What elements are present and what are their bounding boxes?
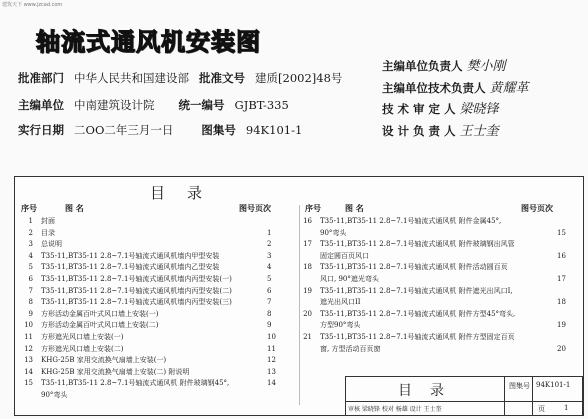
toc-row-number: 21	[303, 333, 312, 341]
toc-row-number: 7	[28, 286, 33, 295]
toc-row-title: T35-11,BT35-11 2.8~7.1号轴流式通风机 附件遮光出风口I,	[320, 286, 513, 295]
toc-row-title: 90°弯头	[41, 391, 68, 399]
toc-row-number: 3	[28, 240, 33, 249]
signature: 梁晓锋	[459, 102, 499, 117]
atlas-label: 图集号	[201, 123, 236, 137]
meta-row-editor	[18, 97, 295, 113]
toc-row-number: 11	[24, 333, 33, 341]
toc-row-page: 2	[267, 240, 272, 249]
divider	[504, 377, 505, 415]
toc-row	[19, 298, 232, 307]
toc-row-page: 15	[557, 228, 566, 237]
responsible-label: 设 计 负 责 人	[382, 124, 456, 138]
toc-heading: 目录	[150, 184, 225, 202]
toc-row-title: T35-11,BT35-11 2.8~7.1号轴流式通风机 附件活动圆百页	[320, 263, 508, 272]
footer-atlas: 94K101-1	[536, 381, 571, 389]
toc-row-number: 5	[28, 263, 33, 272]
toc-row	[298, 333, 515, 342]
toc-row	[19, 356, 166, 365]
toc-row	[19, 240, 62, 249]
toc-row-title: 封面	[41, 217, 55, 225]
toc-row	[298, 263, 508, 272]
toc-row-page: 1	[267, 228, 272, 237]
toc-row-number: 9	[28, 309, 33, 318]
toc-row-title: 方形活动金属百叶式风口墙上安装(二)	[41, 321, 159, 330]
title-block	[345, 376, 583, 416]
toc-row	[19, 333, 123, 342]
toc-row-page: 10	[267, 333, 276, 341]
toc-row-title: 风口, 90°遮光弯头	[320, 275, 379, 283]
toc-row-title: 窗, 方型活动百页窗	[320, 344, 381, 353]
col-page-header: 图号页次	[521, 203, 553, 213]
date: 二OO二年三月一日	[74, 123, 174, 137]
toc-row	[298, 345, 380, 354]
toc-row-title: 总说明	[41, 240, 62, 249]
toc-row-page: 19	[557, 321, 566, 330]
toc-row-title: T35-11,BT35-11 2.8~7.1号轴流式通风机 附件金属45°,	[320, 217, 502, 225]
toc-row-number: 12	[24, 344, 33, 353]
toc-row	[19, 217, 55, 226]
footer-signatures: 审核 梁晓锋 校对 杨雄 设计 王士奎	[348, 406, 442, 413]
toc-row-number: 16	[303, 217, 312, 225]
toc-row-page: 16	[557, 251, 566, 260]
toc-row-title: 90°弯头	[320, 228, 347, 237]
toc-row-number: 6	[28, 275, 33, 283]
toc-row	[19, 263, 219, 272]
approve-dept: 中华人民共和国建设部	[74, 71, 190, 85]
toc-row-title: 目录	[41, 228, 55, 237]
toc-row-title: T35-11,BT35-11 2.8~7.1号轴流式通风机墙内甲型安装	[41, 251, 220, 260]
footer-page-label: 页	[538, 405, 545, 413]
responsible-row	[382, 77, 529, 96]
toc-row	[298, 229, 346, 238]
code-label: 统一编号	[178, 98, 225, 112]
signature: 樊小刚	[466, 59, 506, 74]
toc-row-page: 17	[557, 275, 566, 283]
atlas: 94K101-1	[245, 123, 303, 137]
page-title: 轴流式通风机安装图	[36, 28, 261, 56]
toc-row	[19, 229, 55, 238]
toc-row	[298, 287, 513, 296]
responsible-row	[382, 55, 506, 74]
toc-row-number: 8	[28, 298, 33, 307]
toc-row-title: T35-11,BT35-11 2.8~7.1号轴流式通风机 附件玻璃钢45°,	[41, 379, 230, 388]
toc-row-page: 12	[267, 356, 276, 365]
toc-row-title: T35-11,BT35-11 2.8~7.1号轴流式通风机墙内丙型安装(一)	[41, 275, 232, 283]
toc-row-page: 5	[267, 275, 272, 283]
toc-row-title: T35-11,BT35-11 2.8~7.1号轴流式通风机 附件方型45°弯头,	[320, 309, 516, 318]
editor-label: 主编单位	[18, 98, 64, 112]
col-no-header: 序号	[305, 203, 321, 213]
toc-row-title: 遮光出风口II	[320, 298, 361, 307]
toc-row	[298, 275, 379, 284]
toc-row-page: 18	[557, 298, 566, 307]
toc-row-page: 9	[267, 321, 272, 330]
toc-row-number: 1	[28, 217, 33, 225]
code: GJBT-335	[234, 98, 289, 112]
col-name-header: 图 名	[65, 203, 84, 213]
toc-row	[298, 240, 515, 249]
toc-row-page: 3	[267, 251, 272, 260]
toc-row	[19, 310, 158, 319]
toc-row-title: KHG-25B 家用交流换气扇墙上安装(二) 附说明	[41, 367, 190, 376]
toc-row-number: 19	[303, 286, 312, 295]
toc-row-page: 20	[557, 344, 566, 353]
toc-row	[298, 298, 361, 307]
toc-row	[298, 217, 501, 226]
divider	[532, 377, 533, 415]
toc-row-number: 2	[28, 228, 33, 237]
toc-row-number: 4	[28, 251, 33, 260]
toc-row-title: 方形活动金属百叶式风口墙上安装(一)	[41, 309, 159, 318]
toc-row-page: 14	[267, 379, 276, 388]
toc-row-title: 方型90°弯头	[320, 321, 361, 330]
toc-row	[19, 287, 232, 296]
signature: 黄耀革	[489, 81, 529, 96]
responsible-label: 主编单位技术负责人	[382, 81, 486, 95]
toc-row	[19, 345, 123, 354]
footer-atlas-label: 图集号	[509, 382, 530, 390]
approve-doc-label: 批准文号	[199, 71, 246, 85]
toc-row	[298, 252, 369, 261]
toc-row-title: T35-11,BT35-11 2.8~7.1号轴流式通风机 附件玻璃钢出风管	[320, 240, 515, 249]
toc-row-page: 11	[267, 344, 276, 353]
divider	[346, 401, 582, 402]
toc-row-number: 17	[303, 240, 312, 249]
col-no-header: 序号	[21, 203, 37, 213]
approve-dept-label: 批准部门	[18, 71, 64, 85]
approve-doc: 建质[2002]48号	[255, 71, 343, 85]
col-page-header: 图号页次	[239, 203, 271, 213]
date-label: 实行日期	[18, 123, 64, 137]
toc-row-title: T35-11,BT35-11 2.8~7.1号轴流式通风机墙内丙型安装(二)	[41, 286, 232, 295]
toc-row	[298, 310, 515, 319]
editor: 中南建筑设计院	[74, 98, 155, 112]
toc-row-title: KHG-25B 家用交流换气扇墙上安装(一)	[41, 356, 167, 365]
toc-row-title: T35-11,BT35-11 2.8~7.1号轴流式通风机墙内乙型安装	[41, 263, 220, 272]
responsible-label: 技 术 审 定 人	[382, 102, 456, 116]
toc-row	[19, 368, 189, 377]
toc-row-title: T35-11,BT35-11 2.8~7.1号轴流式通风机 附件方型固定百页	[320, 333, 515, 341]
signature: 王士奎	[459, 124, 499, 139]
toc-row-number: 14	[24, 367, 33, 376]
footer-page: 1	[564, 404, 569, 412]
responsible-row	[382, 120, 499, 139]
toc-row-number: 18	[303, 263, 312, 272]
toc-row-page: 6	[267, 286, 272, 295]
responsible-row	[382, 98, 499, 117]
toc-row	[19, 275, 232, 284]
watermark: 建筑天下 www.jzcad.com	[2, 2, 63, 8]
toc-row	[298, 321, 360, 330]
toc-row	[19, 321, 158, 330]
toc-row-number: 13	[24, 356, 33, 365]
toc-row	[19, 391, 67, 400]
toc-row-page: 7	[267, 298, 272, 307]
toc-row-title: 方形遮光风口墙上安装(二)	[41, 344, 124, 353]
footer-title: 目录	[398, 383, 462, 399]
toc-row-title: 固定圆百页风口	[320, 251, 369, 260]
toc-row-number: 10	[24, 321, 33, 330]
toc-row-title: T35-11,BT35-11 2.8~7.1号轴流式通风机墙内丙型安装(三)	[41, 298, 232, 307]
toc-row-number: 20	[303, 309, 312, 318]
responsible-label: 主编单位负责人	[382, 59, 463, 73]
meta-row-date	[18, 122, 308, 138]
toc-row-number: 15	[24, 379, 33, 388]
toc-row-page: 13	[267, 367, 276, 376]
toc-row-page: 4	[267, 263, 272, 272]
meta-row-approval	[18, 70, 348, 86]
toc-row	[19, 252, 219, 261]
toc-row	[19, 379, 229, 388]
toc-row-title: 方形遮光风口墙上安装(一)	[41, 333, 124, 341]
col-name-header: 图 名	[345, 203, 364, 213]
toc-row-page: 8	[267, 309, 272, 318]
